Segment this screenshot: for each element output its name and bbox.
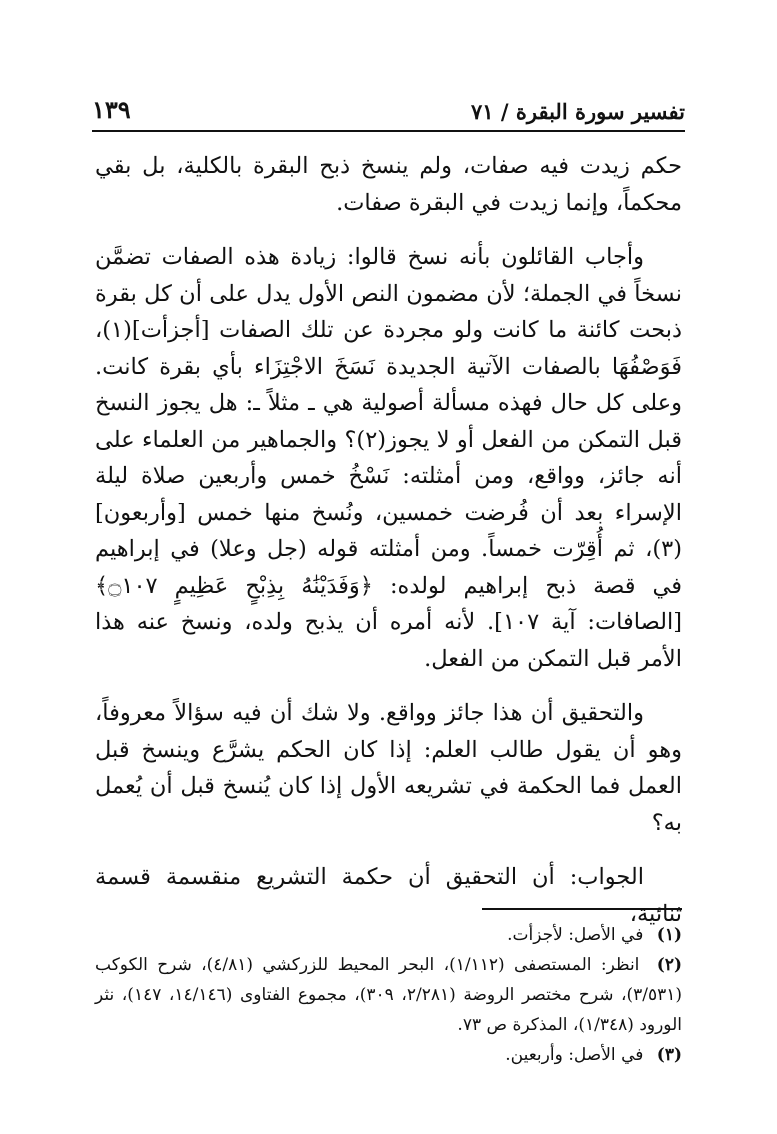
page-number: ١٣٩ (92, 95, 131, 124)
footnote-number: (٢) (656, 955, 682, 975)
paragraph-2: وأجاب القائلون بأنه نسخ قالوا: زيادة هذه الصفات تضمَّن نسخاً في الجملة؛ لأن مضمون النص الأول يدل على أن كل بقرة ذبحت كائنة ما كانت ولو مجردة عن تلك الصفات [أجزأت](١)، فَوَصْفُهَا بالصفات الآتية الجديدة نَسَخَ الاجْتِزَاء بأي بقرة كانت. وعلى كل حال فهذه مسألة أصولية هي ـ مثلاً ـ: هل يجوز النسخ قبل التمكن من الفعل أو لا يجوز(٢)؟ والجماهير من العلماء على أنه جائز، وواقع، ومن أمثلته: نَسْخُ خمس وأربعين صلاة ليلة الإسراء بعد أن فُرضت خمسين، ونُسخ منها خمس [وأربعون](٣)، ثم أُقِرّت خمساً. ومن أمثلته قوله (جل وعلا) في إبراهيم في قصة ذبح إبراهيم لولده: ﴿وَفَدَيْنَٰهُ بِذِبْحٍ عَظِيمٍ ۝١٠٧﴾ [الصافات: آية ١٠٧]. لأنه أمره أن يذبح ولده، ونسخ عنه هذا الأمر قبل التمكن من الفعل. (95, 244, 682, 672)
footnote-number: (٣) (656, 1045, 682, 1065)
running-title: تفسير سورة البقرة / ٧١ (471, 99, 685, 124)
footnotes (95, 920, 682, 1070)
footnote-text: انظر: المستصفى (١/١١٢)، البحر المحيط للزركشي (٤/٨١)، شرح الكوكب (٣/٥٣١)، شرح مختصر الروضة (٢/٢٨١، ٣٠٩)، مجموع الفتاوى (١٤/١٤٦، ١٤٧)، نثر الورود (١/٣٤٨)، المذكرة ص ٧٣. (95, 955, 683, 1035)
paragraph-4: الجواب: أن التحقيق أن حكمة التشريع منقسمة قسمة ثنائية، (95, 864, 682, 927)
main-text (95, 148, 682, 950)
paragraph-1: حكم زيدت فيه صفات، ولم ينسخ ذبح البقرة بالكلية، بل بقي محكماً، وإنما زيدت في البقرة صفات. (95, 153, 682, 216)
footnote-2 (95, 950, 682, 1040)
paragraph-3: والتحقيق أن هذا جائز وواقع. ولا شك أن فيه سؤالاً معروفاً، وهو أن يقول طالب العلم: إذا كان الحكم يشرَّع وينسخ قبل العمل فما الحكمة في تشريعه الأول إذا كان يُنسخ قبل أن يُعمل به؟ (95, 700, 682, 836)
footnote-separator (482, 908, 682, 910)
footnote-number: (١) (656, 925, 682, 945)
page-header (92, 90, 685, 132)
footnote-text: في الأصل: لأجزأت. (507, 925, 644, 945)
footnote-1 (95, 920, 682, 950)
footnote-3 (95, 1040, 682, 1070)
footnote-text: في الأصل: وأربعين. (505, 1045, 644, 1065)
